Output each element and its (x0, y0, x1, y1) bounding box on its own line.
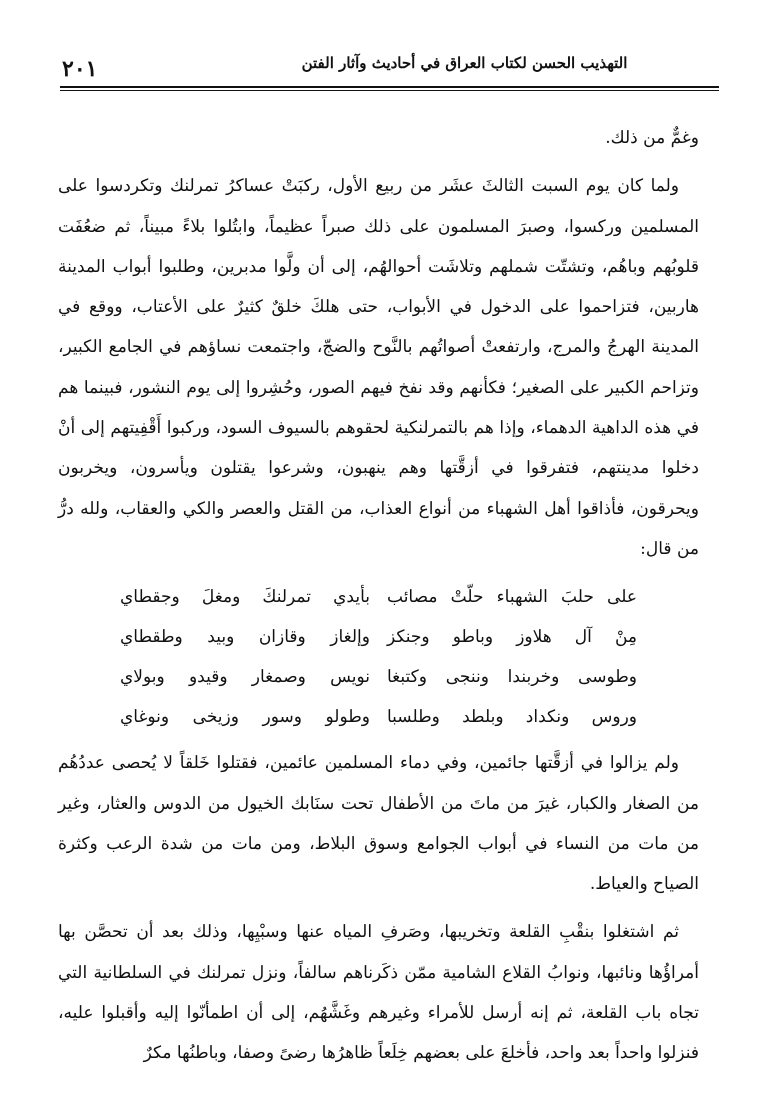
first-hemistich: على حلبَ الشهباء حلّتْ مصائب (387, 587, 637, 608)
poem (58, 577, 699, 737)
body-text (58, 118, 699, 1074)
poem-verse (58, 657, 699, 697)
second-hemistich: بأيدي تمرلنكَ ومغلَ وجقطاي (120, 587, 370, 608)
header-rule-thin (60, 90, 719, 91)
page-header (60, 52, 719, 92)
paragraph: ولم يزالوا في أزقَّتها جائمين، وفي دماء المسلمين عائمين، فقتلوا خَلقاً لا يُحصى عددُهُم من الصغار والكبار، غيرَ من ماتَ من الأطفال تحت سنَابك الخيول من الدوس والعثار، وغير من مات من النساء في أبواب الجوامع وسوق البلاط، ومن مات من شدة الرعب وكثرة الصياح والعياط. (58, 753, 699, 895)
second-hemistich: نويس وصمغار وقيدو وبولاي (120, 667, 370, 688)
poem-verse (58, 617, 699, 657)
first-hemistich: وطوسى وخربندا وننجى وكتبغا (387, 667, 637, 688)
second-hemistich: وإلغاز وقازان وبيد وطقطاي (120, 627, 370, 648)
header-rule (60, 86, 719, 88)
poem-verse (58, 697, 699, 737)
poem-verse (58, 577, 699, 617)
paragraph: ولما كان يوم السبت الثالثَ عشَر من ربيع الأول، ركبَتْ عساكرُ تمرلنك وتكردسوا على المسلمين وركسوا، وصبرَ المسلمون على ذلك صبراً عظيماً، وابتُلوا بلاءً مبيناً، ثم ضعُفَت قلوبُهم وباهُم، وتشتّت شملهم وتلاشَت أحوالهُم، إلى أن ولَّوا مدبرين، وطلبوا أبواب المدينة هاربين، فتزاحموا على الدخول في الأبواب، حتى هلكَ خلقٌ كثيرٌ على الأعتاب، ووقع في المدينة الهرجُ والمرج، وارتفعتْ أصواتُهم بالنَّوح والضجّ، واجتمعت نساؤهم في الجامع الكبير، وتزاحم الكبير على الصغير؛ فكأنهم وقد نفخ فيهم الصور، وحُشِروا إلى يوم النشور، فبينما هم في هذه الداهية الدهماء، وإذا هم بالتمرلنكية لحقوهم بالسيوف السود، وركبوا أَقْفِيتهم إلى أنْ دخلوا مدينتهم، فتفرقوا في أزقَّتها وهم ينهبون، وشرعوا يقتلون ويأسرون، ويخربون ويحرقون، فأذاقوا أهل الشهباء من أنواع العذاب، من القتل والعصر والكي والعقاب، ولله درُّ من قال: (58, 176, 699, 559)
first-hemistich: وروس ونكداد وبلطد وطلسبا (387, 707, 637, 728)
running-title: التهذيب الحسن لكتاب العراق في أحاديث وآثار الفتن (301, 54, 628, 72)
paragraph: ثم اشتغلوا بنقْبِ القلعة وتخريبها، وصَرفِ المياه عنها وسبْيِها، وذلك بعد أن تحصَّن بها أمراؤُها ونائبها، ونوابُ القلاع الشامية ممّن ذكَرناهم سالفاً، ونزل تمرلنك في السلطانية التي تجاه باب القلعة، ثم إنه أرسل للأمراء وغيرهم وغَشَّهُم، إلى أن اطمأنّوا إليه وأقبلوا عليه، فنزلوا واحداً بعد واحد، فأخلعَ على بعضهم خِلَعاً ظاهرُها رضىً وصفا، وباطنُها مكرٌ (58, 922, 699, 1064)
first-hemistich: مِنْ آل هلاوز وباطو وجنكز (387, 627, 637, 648)
second-hemistich: وطولو وسور وزيخى ونوغاي (120, 707, 370, 728)
paragraph: وغمٌّ من ذلك. (605, 128, 699, 148)
page-number: ٢٠١ (62, 56, 98, 82)
